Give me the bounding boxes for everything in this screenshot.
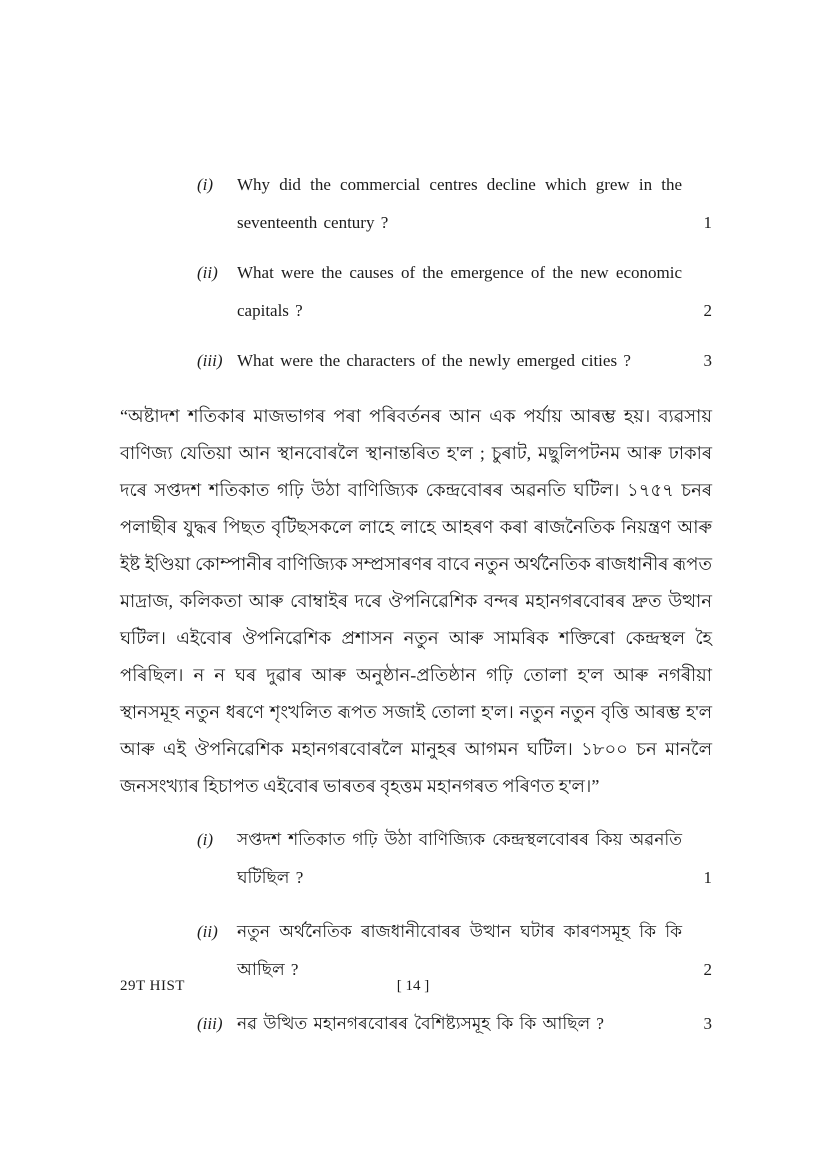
- assamese-question-1: [197, 821, 712, 897]
- question-text: What were the causes of the emergence of the new economic capitals ?: [237, 263, 682, 320]
- question-marks: 3: [703, 351, 712, 370]
- question-number: (i): [197, 830, 214, 849]
- question-number: (ii): [197, 263, 218, 282]
- question-number: (iii): [197, 1014, 223, 1033]
- english-questions-section: [120, 166, 712, 380]
- question-text: সপ্তদশ শতিকাত গঢ়ি উঠা বাণিজ্যিক কেন্দ্ৰস্থলবোৰৰ কিয় অৱনতি ঘটিছিল ?: [237, 830, 682, 887]
- question-text: Why did the commercial centres decline which grew in the seventeenth century ?: [237, 175, 682, 232]
- question-text: What were the characters of the newly emerged cities ?: [237, 351, 631, 370]
- question-marks: 1: [703, 213, 712, 232]
- question-marks: 2: [703, 301, 712, 320]
- assamese-question-3: [197, 1005, 712, 1043]
- question-number: (iii): [197, 351, 223, 370]
- english-question-2: [197, 254, 712, 330]
- page-number: [ 14 ]: [396, 978, 430, 994]
- paper-code: 29T HIST: [120, 978, 185, 994]
- assamese-passage: “অষ্টাদশ শতিকাৰ মাজভাগৰ পৰা পৰিবৰ্তনৰ আন এক পৰ্যায় আৰম্ভ হয়। ব্যৱসায় বাণিজ্য যেতিয়া আন স্থানবোৰলৈ স্থানান্তৰিত হ'ল ; চুৰাট, মছুলিপটনম আৰু ঢাকাৰ দৰে সপ্তদশ শতিকাত গঢ়ি উঠা বাণিজ্যিক কেন্দ্ৰবোৰৰ অৱনতি ঘটিল। ১৭৫৭ চনৰ পলাছীৰ যুদ্ধৰ পিছত বৃটিছসকলে লাহে লাহে আহৰণ কৰা ৰাজনৈতিক নিয়ন্ত্ৰণ আৰু ইষ্ট ইণ্ডিয়া কোম্পানীৰ বাণিজ্যিক সম্প্ৰসাৰণৰ বাবে নতুন অৰ্থনৈতিক ৰাজধানীৰ ৰূপত মাদ্ৰাজ, কলিকতা আৰু বোম্বাইৰ দৰে ঔপনিৱেশিক বন্দৰ মহানগৰবোৰৰ দ্ৰুত উত্থান ঘটিল। এইবোৰ ঔপনিৱেশিক প্ৰশাসন নতুন আৰু সামৰিক শক্তিৰো কেন্দ্ৰস্থল হৈ পৰিছিল। ন ন ঘৰ দুৱাৰ আৰু অনুষ্ঠান-প্ৰতিষ্ঠান গঢ়ি তোলা হ'ল আৰু নগৰীয়া স্থানসমূহ নতুন ধৰণে শৃংখলিত ৰূপত সজাই তোলা হ'ল। নতুন নতুন বৃত্তি আৰম্ভ হ'ল আৰু এই ঔপনিৱেশিক মহানগৰবোৰলৈ মানুহৰ আগমন ঘটিল। ১৮০০ চন মানলৈ জনসংখ্যাৰ হিচাপত এইবোৰ ভাৰতৰ বৃহত্তম মহানগৰত পৰিণত হ'ল।”: [120, 406, 712, 796]
- question-number: (i): [197, 175, 214, 194]
- english-question-1: [197, 166, 712, 242]
- question-text: নৱ উত্থিত মহানগৰবোৰৰ বৈশিষ্ট্যসমূহ কি কি আছিল ?: [237, 1014, 604, 1033]
- question-marks: 2: [703, 960, 712, 979]
- question-number: (ii): [197, 922, 218, 941]
- question-text: নতুন অৰ্থনৈতিক ৰাজধানীবোৰৰ উত্থান ঘটাৰ কাৰণসমূহ কি কি আছিল ?: [237, 922, 682, 979]
- question-marks: 1: [703, 868, 712, 887]
- question-marks: 3: [703, 1014, 712, 1033]
- english-question-3: [197, 342, 712, 380]
- assamese-questions-section: [120, 821, 712, 1043]
